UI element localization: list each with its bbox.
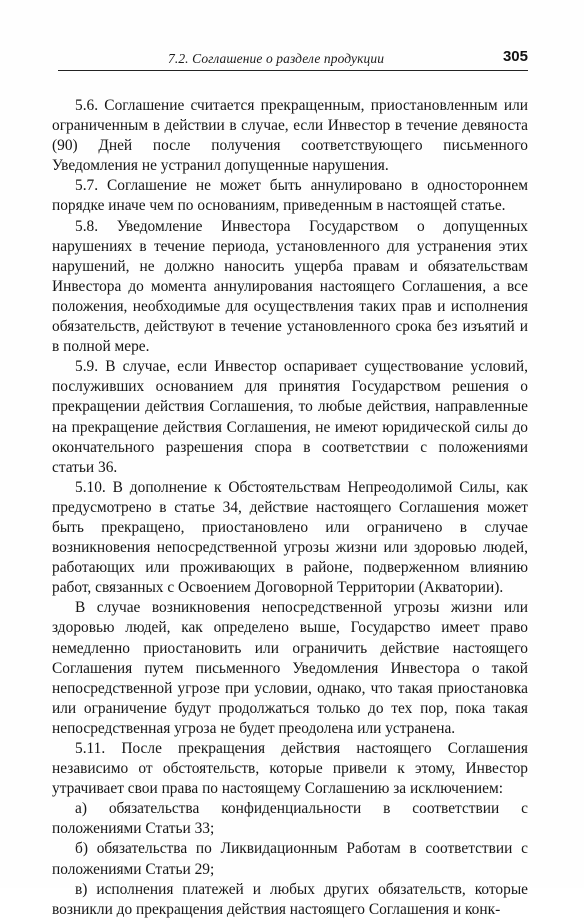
paragraph-5-7: 5.7. Соглашение не может быть аннулировано в одностороннем порядке иначе чем по основаниям, приведенным в настоящей статье.	[52, 177, 528, 215]
running-header	[58, 48, 528, 71]
list-item-b: б) обязательства по Ликвидационным Работам в соответствии с положениями Статьи 29;	[52, 840, 528, 878]
paragraph-5-6: 5.6. Соглашение считается прекращенным, приостановленным или ограниченным в действии в случае, если Инвестор в течение девяноста (90) Дней после получения соответствующего письменного Уведомления не устранил допущенные нарушения.	[52, 97, 528, 175]
paragraph-immediate-threat: В случае возникновения непосредственной угрозы жизни или здоровью людей, как определено выше, Государство имеет право немедленно приостановить или ограничить действие настоящего Соглашения путем письменного Уведомления Инвестора о такой непосредственной угрозе при условии, однако, что такая приостановка или ограничение будут продолжаться только до тех пор, пока такая непосредственная угроза не будет преодолена или устранена.	[52, 599, 528, 737]
page-number: 305	[502, 48, 528, 65]
paragraph-5-11: 5.11. После прекращения действия настоящего Соглашения независимо от обстоятельств, которые привели к этому, Инвестор утрачивает свои права по настоящему Соглашению за исключением:	[52, 740, 528, 798]
body-text	[52, 96, 528, 920]
list-item-a: а) обязательства конфиденциальности в соответствии с положениями Статьи 33;	[52, 800, 528, 838]
paragraph-5-9: 5.9. В случае, если Инвестор оспаривает существование условий, послуживших основанием для принятия Государством решения о прекращении действия Соглашения, то любые действия, направленные на прекращение действия Соглашения, не имеют юридической силы до окончательного разрешения спора в соответствии с положениями статьи 36.	[52, 358, 528, 476]
paragraph-5-8: 5.8. Уведомление Инвестора Государством о допущенных нарушениях в течение периода, установленного для устранения этих нарушений, не должно наносить ущерба правам и обязательствам Инвестора до момента аннулирования настоящего Соглашения, а все положения, необходимые для осуществления таких прав и исполнения обязательств, действуют в течение установленного срока без изъятий и в полной мере.	[52, 217, 528, 356]
chapter-title: 7.2. Соглашение о разделе продукции	[168, 51, 385, 66]
paragraph-5-10: 5.10. В дополнение к Обстоятельствам Непреодолимой Силы, как предусмотрено в статье 34, действие настоящего Соглашения может быть прекращено, приостановлено или ограничено в случае возникновения непосредственной угрозы жизни или здоровью людей, работающих или проживающих в районе, подверженном влиянию работ, связанных с Освоением Договорной Территории (Акватории).	[52, 478, 528, 597]
list-item-v: в) исполнения платежей и любых других обязательств, которые возникли до прекращения действия настоящего Соглашения и конк-	[52, 880, 528, 918]
